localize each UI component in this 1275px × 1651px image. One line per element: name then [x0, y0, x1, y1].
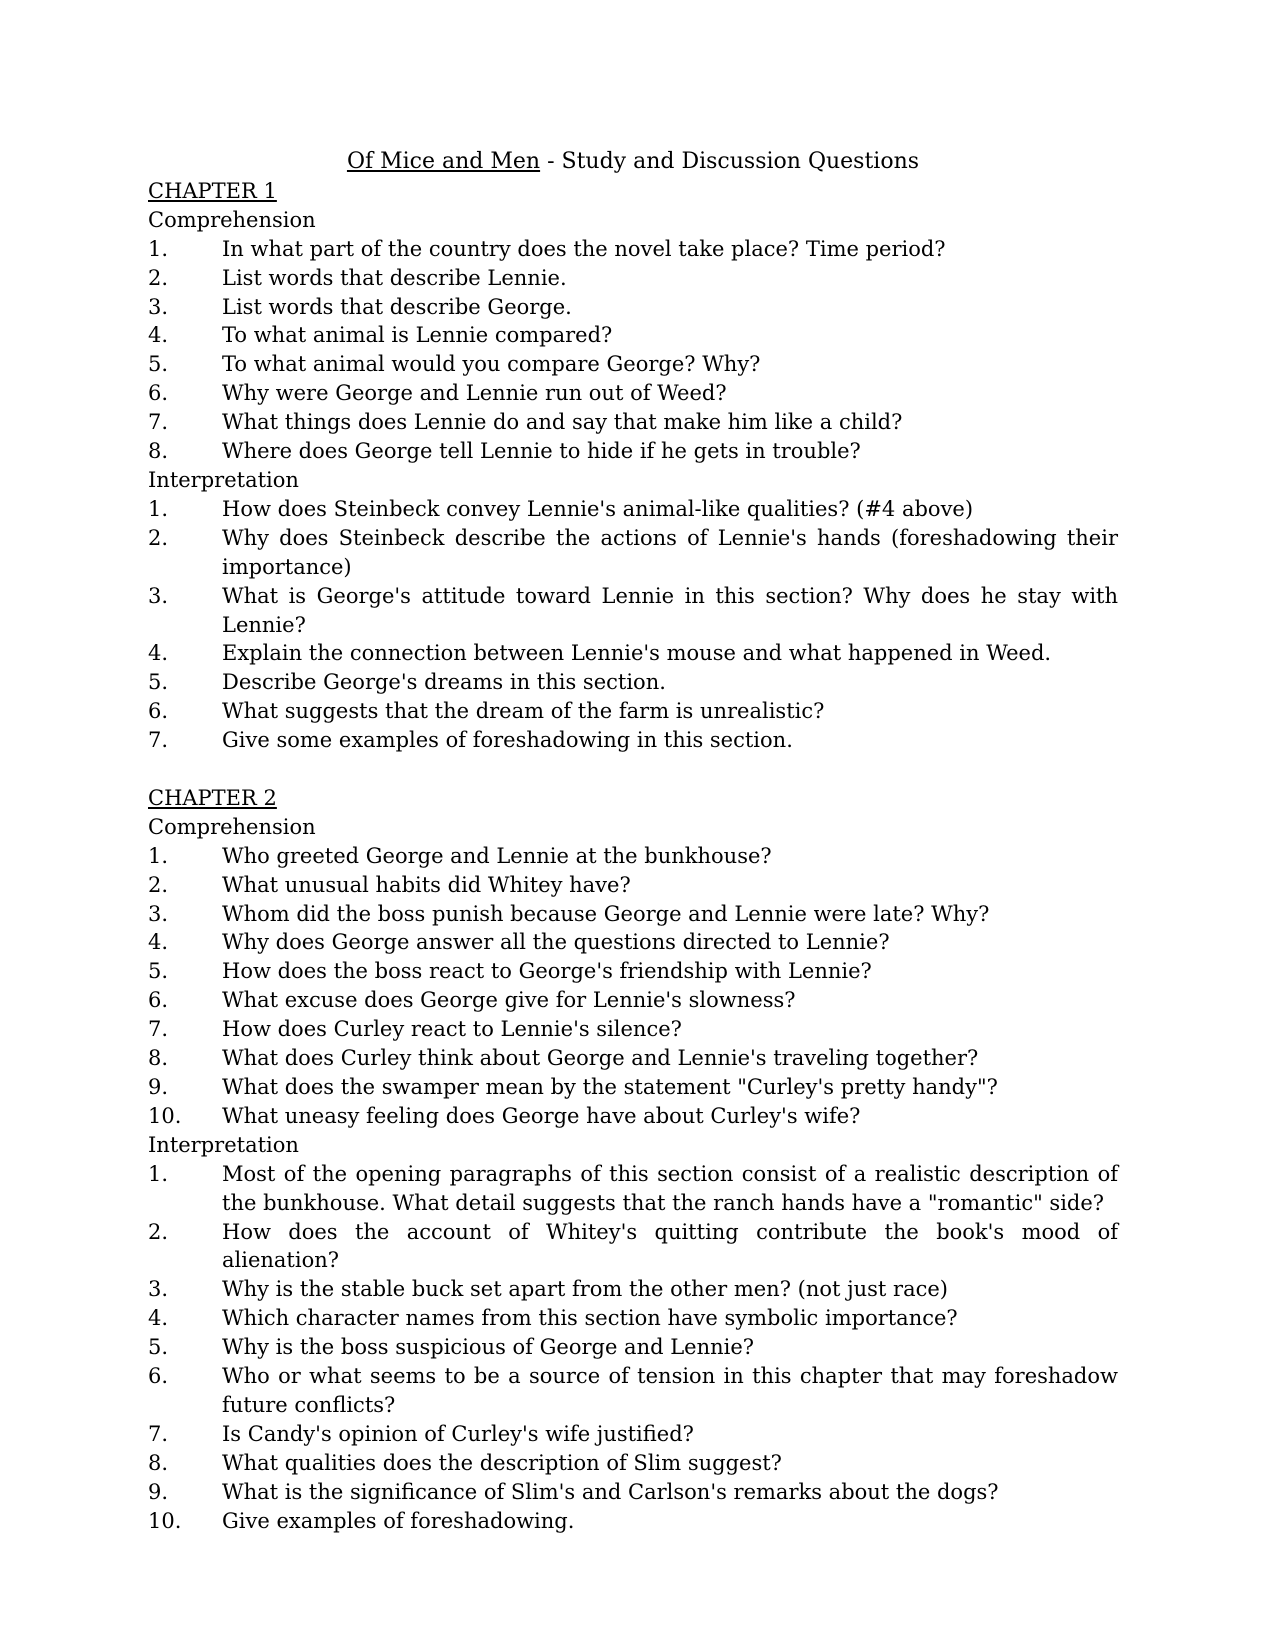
question-text: How does the boss react to George's friendship with Lennie? — [222, 959, 872, 984]
question-number: 1. — [148, 843, 169, 868]
question-text: Why does Steinbeck describe the actions of Lennie's hands (foreshadowing their importance) — [222, 525, 1118, 579]
question-number: 2. — [148, 1219, 169, 1244]
question-number: 8. — [148, 1450, 169, 1475]
section-spacer — [148, 755, 1118, 784]
question-text: To what animal is Lennie compared? — [222, 323, 613, 348]
question-item — [148, 668, 1118, 697]
question-item — [148, 1044, 1118, 1073]
question-number: 2. — [148, 265, 169, 290]
question-number: 5. — [148, 1335, 169, 1360]
question-item — [148, 697, 1118, 726]
question-number: 5. — [148, 352, 169, 377]
book-title: Of Mice and Men — [346, 149, 541, 174]
question-text: Most of the opening paragraphs of this section consist of a realistic description of the bunkhouse. What detail suggests that the ranch hands have a "romantic" side? — [222, 1161, 1118, 1215]
question-text: Why does George answer all the questions directed to Lennie? — [222, 930, 890, 955]
question-item — [148, 264, 1118, 293]
question-item — [148, 842, 1118, 871]
question-item — [148, 726, 1118, 755]
chapter-1-interpretation-list — [148, 495, 1118, 755]
question-number: 10. — [148, 1508, 182, 1533]
question-text: What unusual habits did Whitey have? — [222, 872, 631, 897]
question-text: Whom did the boss punish because George and Lennie were late? Why? — [222, 901, 990, 926]
question-number: 5. — [148, 670, 169, 695]
question-text: Who greeted George and Lennie at the bunkhouse? — [222, 843, 772, 868]
question-number: 6. — [148, 699, 169, 724]
chapter-2-interpretation-label: Interpretation — [148, 1132, 299, 1157]
question-item — [148, 1015, 1118, 1044]
question-item — [148, 1507, 1118, 1536]
question-number: 8. — [148, 439, 169, 464]
question-number: 1. — [148, 236, 169, 261]
question-item — [148, 582, 1118, 640]
question-number: 4. — [148, 930, 169, 955]
title-subtitle: - Study and Discussion Questions — [540, 149, 920, 174]
question-item — [148, 1275, 1118, 1304]
question-item — [148, 408, 1118, 437]
question-item — [148, 350, 1118, 379]
question-number: 5. — [148, 959, 169, 984]
question-item — [148, 524, 1118, 582]
question-text: What things does Lennie do and say that make him like a child? — [222, 410, 903, 435]
question-text: Why is the stable buck set apart from the other men? (not just race) — [222, 1277, 948, 1302]
question-item — [148, 1449, 1118, 1478]
question-number: 2. — [148, 525, 169, 550]
chapter-2-comprehension-list — [148, 842, 1118, 1131]
question-item — [148, 321, 1118, 350]
question-item — [148, 379, 1118, 408]
question-item — [148, 1218, 1118, 1276]
question-number: 4. — [148, 1306, 169, 1331]
question-item — [148, 1102, 1118, 1131]
question-number: 2. — [148, 872, 169, 897]
page-title — [148, 148, 1118, 177]
question-text: Which character names from this section have symbolic importance? — [222, 1306, 958, 1331]
question-text: Why were George and Lennie run out of Weed? — [222, 381, 727, 406]
question-text: Describe George's dreams in this section. — [222, 670, 666, 695]
question-item — [148, 1420, 1118, 1449]
question-text: Give examples of foreshadowing. — [222, 1508, 575, 1533]
question-text: What is the significance of Slim's and Carlson's remarks about the dogs? — [222, 1479, 999, 1504]
question-number: 3. — [148, 901, 169, 926]
question-text: What qualities does the description of Slim suggest? — [222, 1450, 782, 1475]
question-item — [148, 957, 1118, 986]
question-text: To what animal would you compare George? Why? — [222, 352, 761, 377]
question-number: 4. — [148, 323, 169, 348]
chapter-1-comprehension-label: Comprehension — [148, 207, 316, 232]
question-text: How does Steinbeck convey Lennie's animal-like qualities? (#4 above) — [222, 496, 974, 521]
chapter-1-heading: CHAPTER 1 — [148, 178, 277, 203]
question-number: 7. — [148, 1421, 169, 1446]
question-item — [148, 293, 1118, 322]
question-number: 6. — [148, 988, 169, 1013]
question-number: 7. — [148, 410, 169, 435]
chapter-2-heading: CHAPTER 2 — [148, 785, 277, 810]
question-item — [148, 495, 1118, 524]
question-text: What does Curley think about George and Lennie's traveling together? — [222, 1046, 979, 1071]
question-number: 3. — [148, 1277, 169, 1302]
question-item — [148, 871, 1118, 900]
question-text: How does Curley react to Lennie's silence? — [222, 1017, 682, 1042]
question-item — [148, 1073, 1118, 1102]
chapter-1-interpretation-label: Interpretation — [148, 467, 299, 492]
question-item — [148, 1478, 1118, 1507]
question-number: 9. — [148, 1479, 169, 1504]
chapter-1-comprehension-list — [148, 235, 1118, 466]
chapter-2-interpretation-list — [148, 1160, 1118, 1536]
question-item — [148, 986, 1118, 1015]
question-item — [148, 900, 1118, 929]
question-number: 6. — [148, 1364, 169, 1389]
question-text: What suggests that the dream of the farm is unrealistic? — [222, 699, 825, 724]
question-number: 3. — [148, 583, 169, 608]
question-number: 7. — [148, 1017, 169, 1042]
question-text: How does the account of Whitey's quitting contribute the book's mood of alienation? — [222, 1219, 1118, 1273]
question-item — [148, 1304, 1118, 1333]
question-text: Is Candy's opinion of Curley's wife justified? — [222, 1421, 694, 1446]
question-text: Explain the connection between Lennie's mouse and what happened in Weed. — [222, 641, 1052, 666]
question-item — [148, 235, 1118, 264]
question-number: 4. — [148, 641, 169, 666]
question-number: 3. — [148, 294, 169, 319]
question-item — [148, 1333, 1118, 1362]
question-text: List words that describe George. — [222, 294, 572, 319]
question-text: Why is the boss suspicious of George and Lennie? — [222, 1335, 755, 1360]
question-number: 8. — [148, 1046, 169, 1071]
question-number: 1. — [148, 496, 169, 521]
question-text: In what part of the country does the novel take place? Time period? — [222, 236, 946, 261]
question-number: 10. — [148, 1103, 182, 1128]
question-text: Give some examples of foreshadowing in this section. — [222, 728, 793, 753]
question-text: What uneasy feeling does George have about Curley's wife? — [222, 1103, 861, 1128]
question-item — [148, 437, 1118, 466]
question-item — [148, 928, 1118, 957]
question-text: What is George's attitude toward Lennie in this section? Why does he stay with Lennie? — [222, 583, 1118, 637]
question-text: Where does George tell Lennie to hide if he gets in trouble? — [222, 439, 861, 464]
question-text: List words that describe Lennie. — [222, 265, 567, 290]
question-number: 6. — [148, 381, 169, 406]
question-number: 1. — [148, 1161, 169, 1186]
chapter-2-comprehension-label: Comprehension — [148, 814, 316, 839]
question-item — [148, 1362, 1118, 1420]
question-text: What excuse does George give for Lennie's slowness? — [222, 988, 796, 1013]
document-page — [148, 148, 1118, 1535]
question-item — [148, 1160, 1118, 1218]
question-text: Who or what seems to be a source of tension in this chapter that may foreshadow future conflicts? — [222, 1364, 1118, 1417]
question-number: 9. — [148, 1074, 169, 1099]
question-item — [148, 639, 1118, 668]
question-text: What does the swamper mean by the statement "Curley's pretty handy"? — [222, 1074, 998, 1099]
question-number: 7. — [148, 728, 169, 753]
